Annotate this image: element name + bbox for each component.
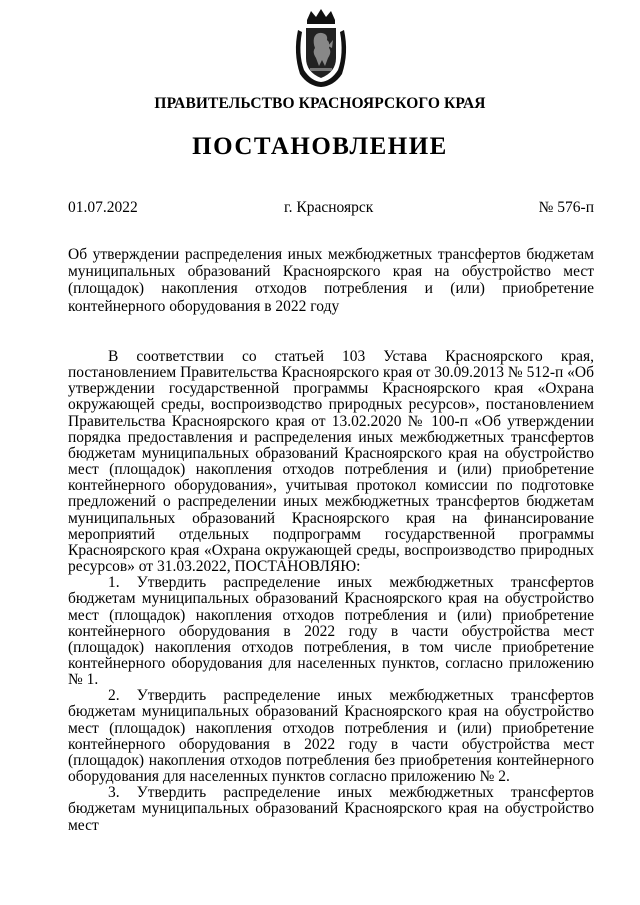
resolution-item-3: 3. Утвердить распределение иных межбюджетных трансфертов бюджетам муниципальных образований Красноярского края на обустройство мест [68,784,594,834]
document-subject: Об утверждении распределения иных межбюджетных трансфертов бюджетам муниципальных образований Красноярского края на обустройство мест (площадок) накопления отходов потребления и (или) приобретение контейнерного оборудования в 2022 году [68,246,594,315]
document-body [68,349,594,834]
resolution-item-1: 1. Утвердить распределение иных межбюджетных трансфертов бюджетам муниципальных образований Красноярского края на обустройство мест (площадок) накопления отходов потребления и (или) приобретение контейнерного оборудования в 2022 году в части обустройства мест (площадок) накопления отходов потребления, в том числе приобретение контейнерного оборудования для населенных пунктов, согласно приложению № 1. [68,574,594,689]
document-number: № 576-п [538,199,594,216]
document-meta-row [68,199,594,219]
document-city: г. Красноярск [284,199,374,216]
resolution-item-2: 2. Утвердить распределение иных межбюджетных трансфертов бюджетам муниципальных образований Красноярского края на обустройство мест (площадок) накопления отходов потребления и (или) приобретение контейнерного оборудования в 2022 году в части обустройства мест (площадок) накопления отходов потребления без приобретения контейнерного оборудования для населенных пунктов согласно приложению № 2. [68,687,594,786]
coat-of-arms-emblem [292,8,350,88]
preamble-paragraph: В соответствии со статьей 103 Устава Красноярского края, постановлением Правительства Красноярского края от 30.09.2013 № 512-п «Об утверждении государственной программы Красноярского края «Охрана окружающей среды, воспроизводство природных ресурсов», постановлением Правительства Красноярского края от 13.02.2020 № 100-п «Об утверждении порядка предоставления и распределения иных межбюджетных трансфертов бюджетам муниципальных образований Красноярского края на обустройство мест (площадок) накопления отходов потребления и (или) приобретение контейнерного оборудования», учитывая протокол комиссии по подготовке предложений о распределении иных межбюджетных трансфертов бюджетам муниципальных образований Красноярского края на финансирование мероприятий отдельных подпрограмм государственной программы Красноярского края «Охрана окружающей среды, воспроизводство природных ресурсов» от 31.03.2022, ПОСТАНОВЛЯЮ: [68,348,595,576]
document-date: 01.07.2022 [68,199,138,216]
government-title: ПРАВИТЕЛЬСТВО КРАСНОЯРСКОГО КРАЯ [154,95,486,112]
document-type-title: ПОСТАНОВЛЕНИЕ [192,133,448,160]
